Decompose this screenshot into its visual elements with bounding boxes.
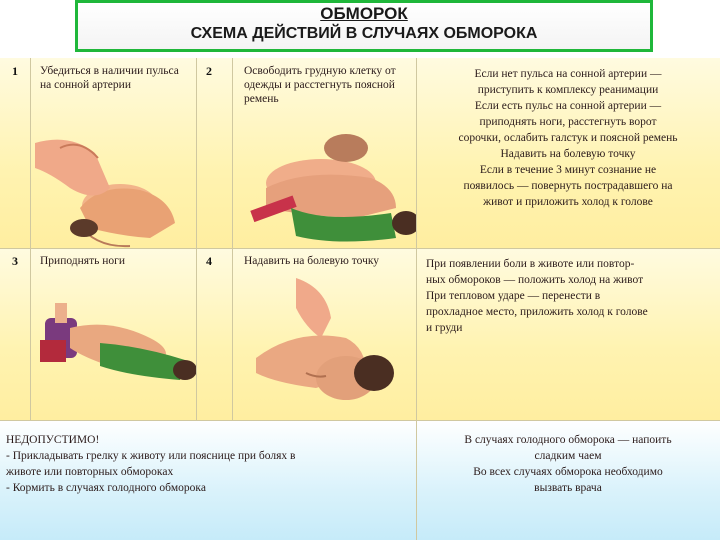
- text-line: приподнять ноги, расстегнуть ворот: [479, 116, 657, 128]
- text-line: При тепловом ударе — перенести в: [426, 290, 601, 302]
- text-line: ных обмороков — положить холод на живот: [426, 274, 644, 286]
- text-line: - Кормить в случаях голодного обморока: [6, 482, 206, 494]
- grid-divider: [0, 420, 720, 421]
- grid-divider: [232, 58, 233, 420]
- step-text: Освободить грудную клетку от одежды и расстегнуть поясной ремень: [244, 65, 396, 105]
- right-top-text: [422, 66, 714, 210]
- grid-divider: [30, 58, 31, 420]
- open-chest-illustration: [196, 128, 416, 248]
- text-line: Во всех случаях обморока необходимо: [473, 466, 663, 478]
- advice-text: [422, 432, 714, 496]
- page-subtitle: СХЕМА ДЕЙСТВИЙ В СЛУЧАЯХ ОБМОРОКА: [190, 25, 538, 42]
- grid-divider: [196, 58, 197, 420]
- right-middle-cell: [416, 248, 720, 420]
- step-2-cell: [196, 58, 416, 248]
- step-text: Приподнять ноги: [40, 255, 125, 267]
- text-line: сорочки, ослабить галстук и поясной ремень: [458, 132, 678, 144]
- right-middle-text: [426, 256, 716, 336]
- warning-cell: [0, 420, 416, 540]
- text-line: Если в течение 3 минут сознание не: [479, 164, 657, 176]
- text-line: В случаях голодного обморока — напоить: [464, 434, 672, 446]
- step-number: 4: [206, 254, 212, 268]
- text-line: вызвать врача: [534, 482, 602, 494]
- text-line: приступить к комплексу реанимации: [477, 84, 659, 96]
- grid-divider: [416, 58, 417, 540]
- text-line: и груди: [426, 322, 463, 334]
- grid-divider: [0, 248, 720, 249]
- step-4-cell: [196, 248, 416, 420]
- text-line: При появлении боли в животе или повтор-: [426, 258, 635, 270]
- right-top-cell: [416, 58, 720, 248]
- warning-text: [6, 432, 411, 496]
- step-text: Убедиться в наличии пульса на сонной артерии: [40, 65, 179, 91]
- text-line: прохладное место, приложить холод к голове: [426, 306, 648, 318]
- text-line: животе или повторных обмороках: [6, 466, 174, 478]
- text-line: Если нет пульса на сонной артерии —: [474, 68, 662, 80]
- text-line: Если есть пульс на сонной артерии —: [474, 100, 662, 112]
- text-line: сладким чаем: [534, 450, 602, 462]
- step-text: Надавить на болевую точку: [244, 255, 380, 267]
- text-line: живот и приложить холод к голове: [483, 196, 653, 208]
- pain-point-illustration: [196, 278, 416, 418]
- step-number: 2: [206, 64, 212, 78]
- warning-heading: НЕДОПУСТИМО!: [6, 434, 100, 446]
- text-line: появилось — повернуть пострадавшего на: [463, 180, 673, 192]
- step-number: 1: [12, 64, 18, 78]
- advice-cell: [416, 420, 720, 540]
- page-title: ОБМОРОК: [320, 4, 408, 23]
- header-banner: [75, 0, 653, 52]
- text-line: - Прикладывать грелку к животу или пояснице при болях в: [6, 450, 296, 462]
- step-number: 3: [12, 254, 18, 268]
- text-line: Надавить на болевую точку: [500, 148, 636, 160]
